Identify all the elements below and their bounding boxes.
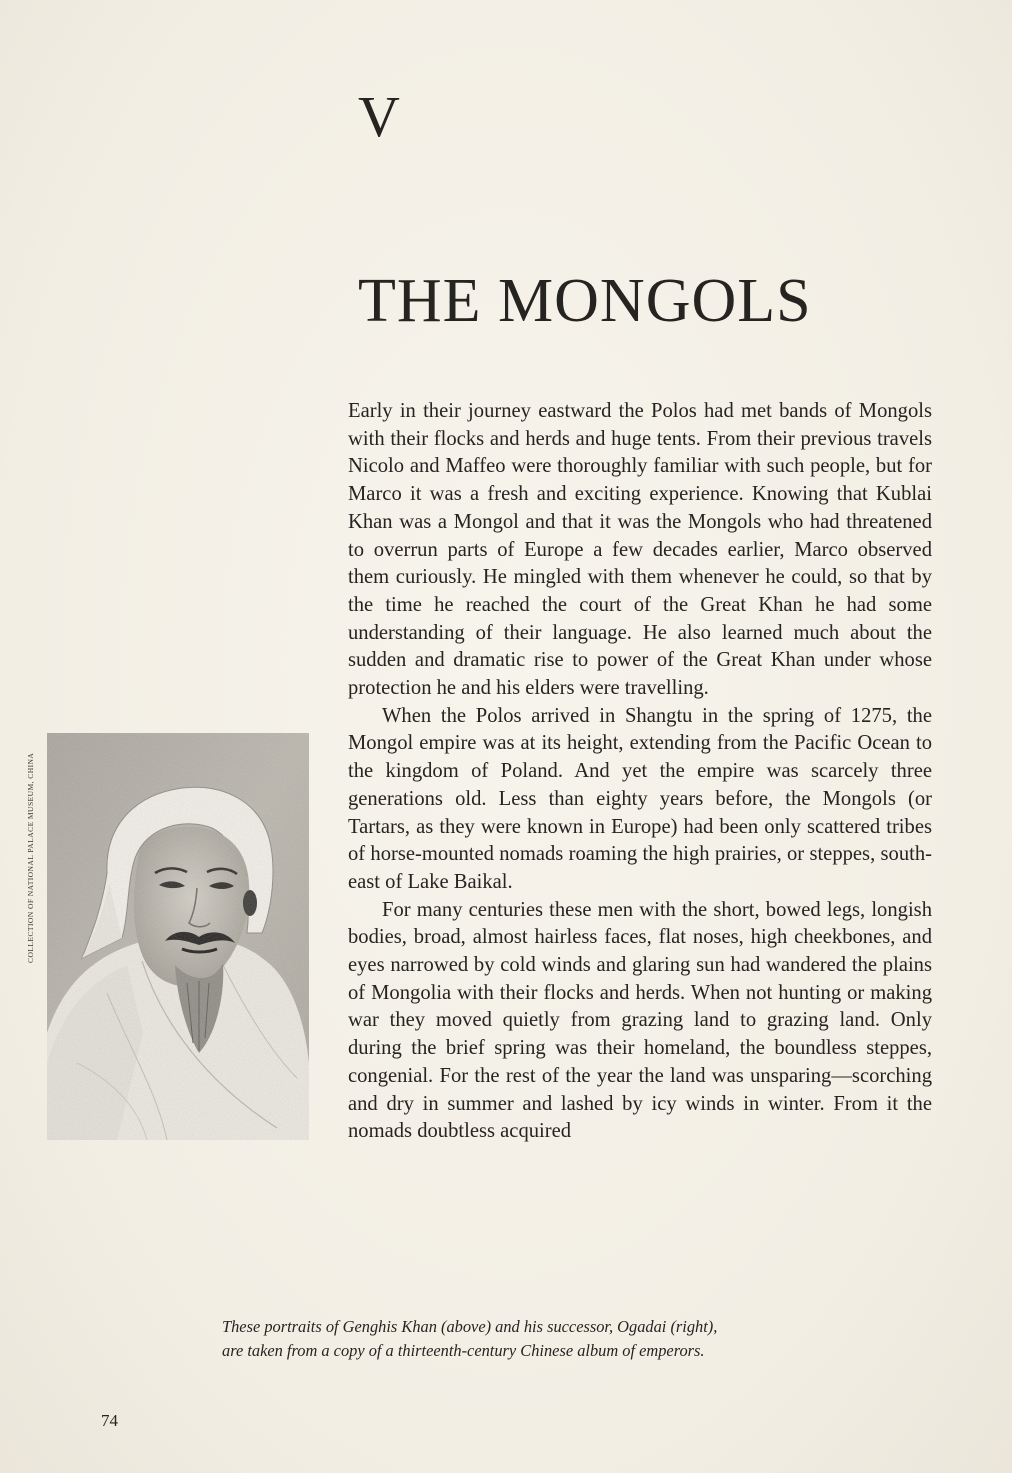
caption-line-1: These portraits of Genghis Khan (above) and his successor, Ogadai (right), <box>222 1317 718 1336</box>
chapter-title: THE MONGOLS <box>358 267 812 335</box>
portrait-illustration <box>47 733 309 1140</box>
photo-credit: COLLECTION OF NATIONAL PALACE MUSEUM, CHINA <box>26 752 35 963</box>
chapter-numeral: V <box>358 84 401 149</box>
body-text <box>348 398 932 1146</box>
body-paragraph-2: When the Polos arrived in Shangtu in the spring of 1275, the Mongol empire was at its height, extending from the Pacific Ocean to the kingdom of Poland. And yet the empire was scarcely three generations old. Less than eighty years before, the Mongols (or Tartars, as they were known in Europe) had been only scattered tribes of horse-mounted nomads roaming the high prairies, or steppes, south-east of Lake Baikal. <box>348 704 932 893</box>
portrait-genghis-khan <box>47 733 309 1140</box>
caption-line-2: are taken from a copy of a thirteenth-century Chinese album of emperors. <box>222 1341 705 1360</box>
body-paragraph-1: Early in their journey eastward the Polos had met bands of Mongols with their flocks and herds and huge tents. From their previous travels Nicolo and Maffeo were thoroughly familiar with such people, but for Marco it was a fresh and exciting experience. Knowing that Kublai Khan was a Mongol and that it was the Mongols who had threatened to overrun parts of Europe a few decades earlier, Marco observed them curiously. He mingled with them whenever he could, so that by the time he reached the court of the Great Khan he had some understanding of their language. He also learned much about the sudden and dramatic rise to power of the Great Khan under whose protection he and his elders were travelling. <box>348 400 932 700</box>
page-number: 74 <box>101 1411 118 1430</box>
body-paragraph-3: For many centuries these men with the short, bowed legs, longish bodies, broad, almost hairless faces, flat noses, high cheekbones, and eyes narrowed by cold winds and glaring sun had wandered the plains of Mongolia with their flocks and herds. When not hunting or making war they moved quietly from grazing land to grazing land. Only during the brief spring was their homeland, the boundless steppes, congenial. For the rest of the year the land was unsparing—scorching and dry in summer and lashed by icy winds in winter. From it the nomads doubtless acquired <box>348 898 932 1143</box>
figure-caption <box>222 1315 822 1363</box>
